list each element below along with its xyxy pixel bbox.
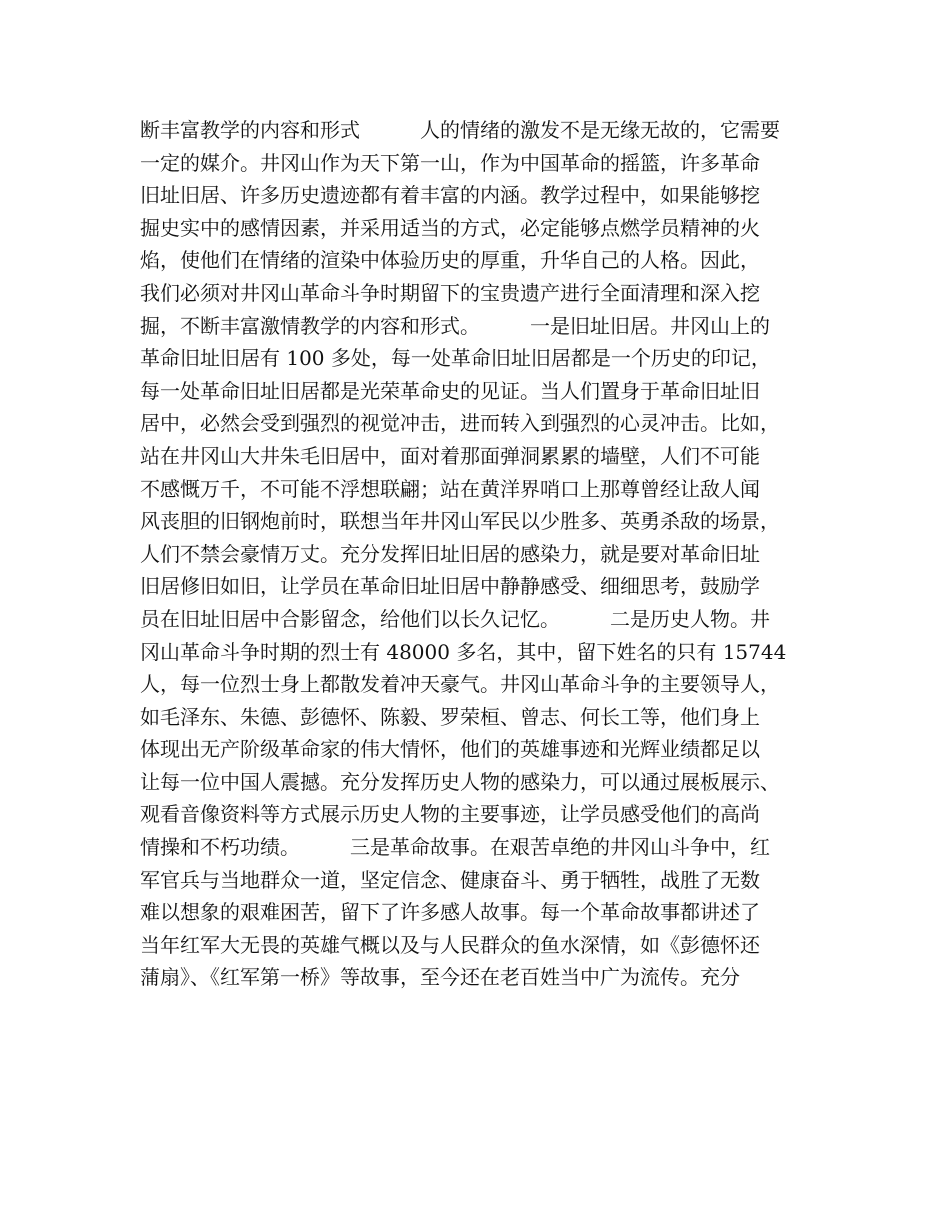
text-line: 蒲扇》、《红军第一桥》等故事，至今还在老百姓当中广为流传。充分 xyxy=(140,965,740,990)
text-line: 焰，使他们在情绪的渲染中体验历史的厚重，升华自己的人格。因此， xyxy=(140,248,760,273)
text-line: 站在井冈山大井朱毛旧居中，面对着那面弹洞累累的墙壁，人们不可能 xyxy=(140,443,760,468)
text-line: 断丰富教学的内容和形式 人的情绪的激发不是无缘无故的，它需要 xyxy=(140,118,780,142)
text-line: 让每一位中国人震撼。充分发挥历史人物的感染力，可以通过展板展示、 xyxy=(140,769,780,794)
text-line: 军官兵与当地群众一道，坚定信念、健康奋斗、勇于牺牲，战胜了无数 xyxy=(140,867,760,892)
text-line: 每一处革命旧址旧居都是光荣革命史的见证。当人们置身于革命旧址旧 xyxy=(140,378,760,403)
text-line: 旧居修旧如旧，让学员在革命旧址旧居中静静感受、细细思考，鼓励学 xyxy=(140,574,760,599)
text-line: 冈山革命斗争时期的烈士有 48000 多名，其中，留下姓名的只有 15744 xyxy=(140,639,787,664)
text-line: 掘，不断丰富激情教学的内容和形式。 一是旧址旧居。井冈山上的 xyxy=(140,313,770,338)
text-line: 人们不禁会豪情万丈。充分发挥旧址旧居的感染力，就是要对革命旧址 xyxy=(140,541,760,566)
text-line: 一定的媒介。井冈山作为天下第一山，作为中国革命的摇篮，许多革命 xyxy=(140,150,760,175)
text-line: 旧址旧居、许多历史遗迹都有着丰富的内涵。教学过程中，如果能够挖 xyxy=(140,183,760,208)
text-line: 人，每一位烈士身上都散发着冲天豪气。井冈山革命斗争的主要领导人， xyxy=(140,672,780,697)
body-text xyxy=(140,114,830,994)
text-line: 我们必须对井冈山革命斗争时期留下的宝贵遗产进行全面清理和深入挖 xyxy=(140,280,760,305)
text-line: 员在旧址旧居中合影留念，给他们以长久记忆。 二是历史人物。井 xyxy=(140,606,770,631)
text-line: 观看音像资料等方式展示历史人物的主要事迹，让学员感受他们的高尚 xyxy=(140,802,760,827)
text-line: 难以想象的艰难困苦，留下了许多感人故事。每一个革命故事都讲述了 xyxy=(140,900,760,925)
text-line: 风丧胆的旧钢炮前时，联想当年井冈山军民以少胜多、英勇杀敌的场景， xyxy=(140,509,780,534)
text-line: 掘史实中的感情因素，并采用适当的方式，必定能够点燃学员精神的火 xyxy=(140,215,760,240)
text-line: 居中，必然会受到强烈的视觉冲击，进而转入到强烈的心灵冲击。比如， xyxy=(140,411,780,436)
text-line: 不感慨万千，不可能不浮想联翩；站在黄洋界哨口上那尊曾经让敌人闻 xyxy=(140,476,760,501)
text-line: 当年红军大无畏的英雄气概以及与人民群众的鱼水深情，如《彭德怀还 xyxy=(140,932,760,957)
text-line: 如毛泽东、朱德、彭德怀、陈毅、罗荣桓、曾志、何长工等，他们身上 xyxy=(140,704,760,729)
text-line: 体现出无产阶级革命家的伟大情怀，他们的英雄事迹和光辉业绩都足以 xyxy=(140,737,760,762)
text-line: 情操和不朽功绩。 三是革命故事。在艰苦卓绝的井冈山斗争中，红 xyxy=(140,835,770,860)
text-line: 革命旧址旧居有 100 多处，每一处革命旧址旧居都是一个历史的印记， xyxy=(140,346,771,371)
